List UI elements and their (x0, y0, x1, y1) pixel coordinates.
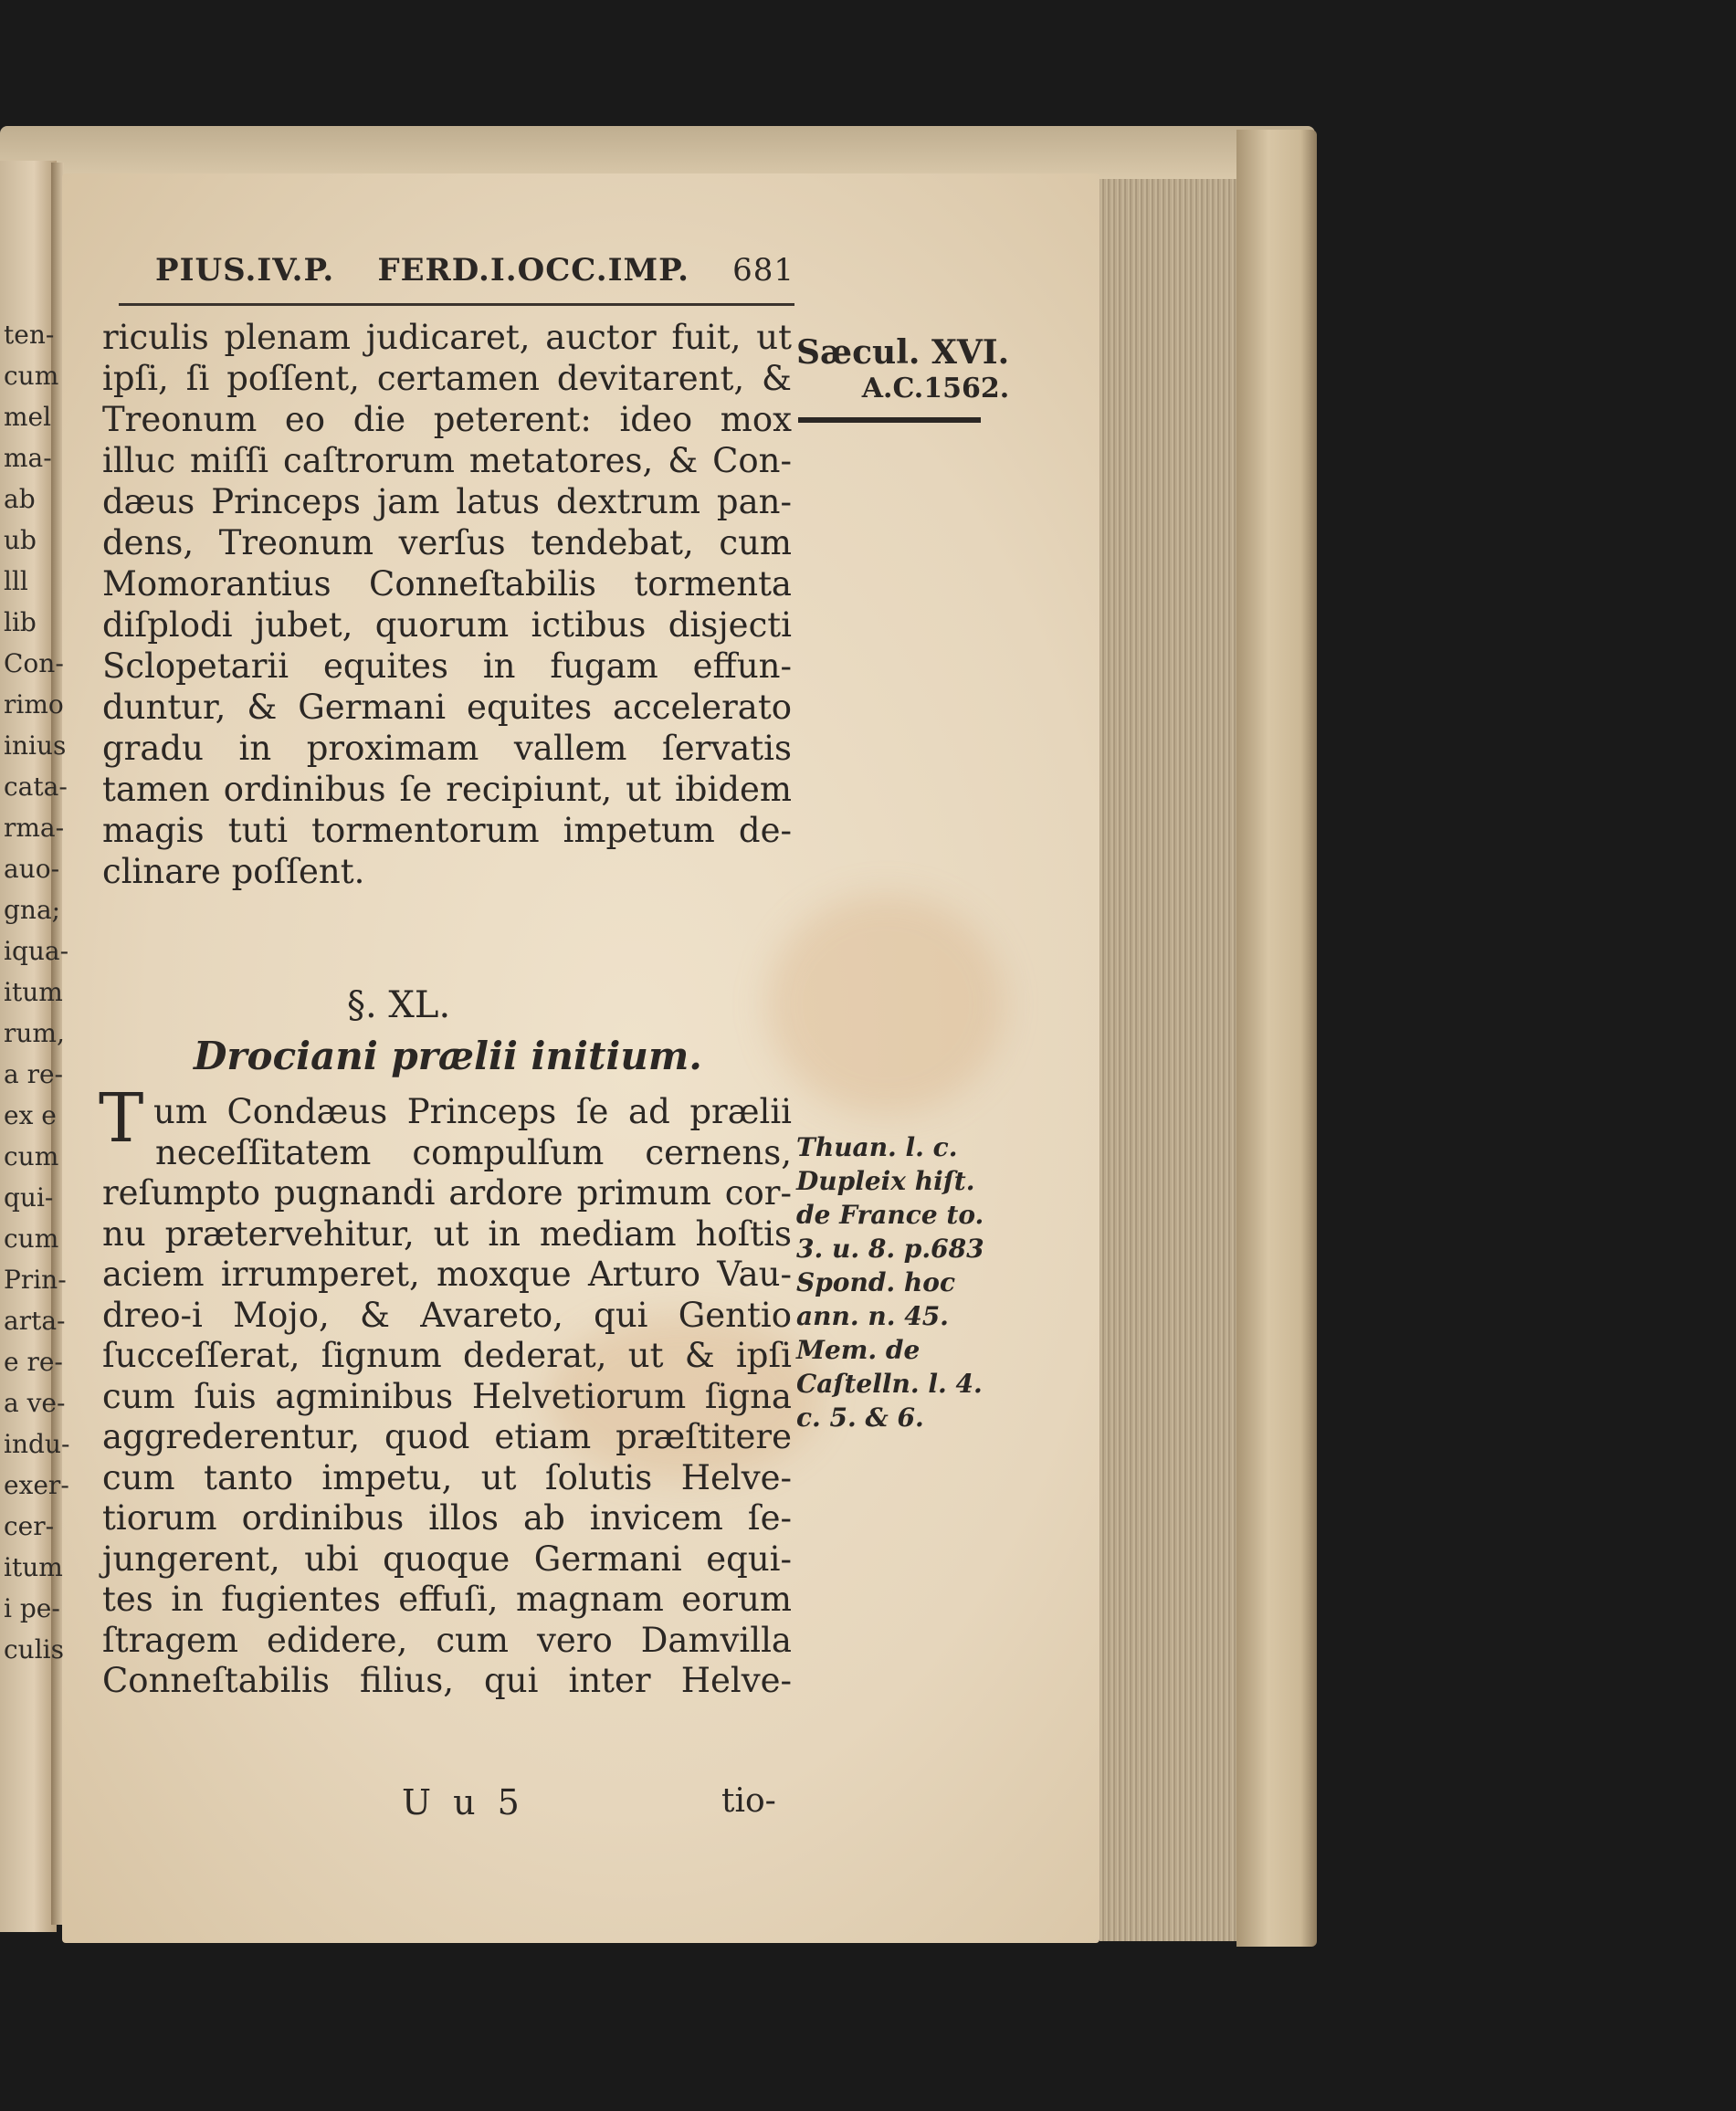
left-page-fragment: cum (4, 1224, 59, 1254)
margin-century: Sæcul. XVI. (796, 333, 1010, 372)
water-stain (767, 895, 1005, 1114)
body-line: jungerent, ubi quoque Germani equi- (102, 1539, 792, 1579)
margin-note-line: c. 5. & 6. (796, 1402, 924, 1433)
left-page-fragment: rimo (4, 689, 64, 719)
left-page-fragment: cum (4, 361, 59, 391)
body-line: tamen ordinibus ſe recipiunt, ut ibidem (102, 770, 792, 809)
body-line: Treonum eo die peterent: ideo mox (102, 400, 792, 439)
body-line: riculis plenam judicaret, auctor fuit, ut (102, 318, 792, 357)
left-page-fragment: itum (4, 1552, 63, 1582)
margin-rule (798, 417, 981, 423)
left-page-fragment: iqua- (4, 936, 69, 966)
drop-capital: T (99, 1079, 144, 1158)
body-line: dens, Treonum verſus tendebat, cum (102, 523, 792, 562)
margin-note-line: 3. u. 8. p.683 (796, 1234, 984, 1264)
body-line: reſumpto pugnandi ardore primum cor- (102, 1173, 792, 1213)
left-page-fragment: exer- (4, 1470, 69, 1500)
left-page-fragment: cum (4, 1141, 59, 1171)
left-page-fragment: ma- (4, 443, 52, 473)
left-page-fragment: qui- (4, 1182, 54, 1213)
left-page-fragment: rma- (4, 813, 65, 843)
margin-note-line: Spond. hoc (796, 1267, 955, 1297)
margin-note-line: Dupleix hiſt. (796, 1166, 975, 1196)
left-page-fragment: cer- (4, 1511, 55, 1541)
head-rule (119, 303, 794, 306)
left-page-fragment: e re- (4, 1347, 63, 1377)
catchword: tio- (721, 1782, 776, 1820)
body-line: aggrederentur, quod etiam præſtitere (102, 1417, 792, 1456)
margin-note-line: Caſtelln. l. 4. (796, 1369, 983, 1399)
left-page-fragment: a ve- (4, 1388, 66, 1418)
body-line: cum ſuis agminibus Helvetiorum ſigna (102, 1376, 792, 1416)
body-line: diſplodi jubet, quorum ictibus disjecti (102, 605, 792, 645)
body-line: nu prætervehitur, ut in mediam hoſtis (102, 1213, 792, 1254)
page-block-edge (1099, 179, 1236, 1941)
left-page-fragment: gna; (4, 895, 61, 925)
running-head (155, 252, 794, 289)
book-top-edge (0, 126, 1315, 179)
section-title: Drociani prælii initium. (194, 1034, 702, 1078)
body-line: gradu in proximam vallem ſervatis (102, 729, 792, 768)
margin-head (796, 334, 1009, 407)
body-line: illuc miſſi caſtrorum metatores, & Con- (102, 441, 792, 480)
left-page-fragment: inius (4, 730, 67, 761)
body-line: tiorum ordinibus illos ab invicem ſe- (102, 1498, 792, 1538)
body-line: magis tuti tormentorum impetum de- (102, 811, 792, 850)
left-page-fragment: auo- (4, 854, 60, 884)
body-line: dæus Princeps jam latus dextrum pan- (102, 482, 792, 521)
margin-note-line: Thuan. l. c. (796, 1132, 958, 1162)
left-page-fragment: lib (4, 607, 37, 637)
left-page-fragment: mel (4, 402, 52, 432)
left-page-fragment: lll (4, 566, 28, 596)
body-line: cum tanto impetu, ut ſolutis Helve- (102, 1457, 792, 1497)
left-page-fragment: arta- (4, 1306, 66, 1336)
margin-note-line: de France to. (796, 1200, 984, 1230)
body-line: ſtragem edidere, cum vero Damvilla (102, 1620, 792, 1660)
left-page-fragment: indu- (4, 1429, 70, 1459)
section-number: §. XL. (347, 984, 451, 1026)
running-head-pope: PIUS.IV.P. (155, 252, 335, 289)
signature-mark: U u 5 (402, 1782, 525, 1822)
book-cover (1236, 130, 1317, 1947)
left-page-fragment: itum (4, 977, 63, 1007)
left-page-fragment: culis (4, 1634, 64, 1665)
left-page-fragment: Prin- (4, 1265, 67, 1295)
left-page-fragment: ub (4, 525, 37, 555)
running-head-emperor: FERD.I.OCC.IMP. (377, 252, 689, 289)
body-line: ſucceſſerat, ſignum dederat, ut & ipſi (102, 1336, 792, 1375)
body-line: Sclopetarii equites in fugam effun- (102, 646, 792, 686)
body-line: Momorantius Conneſtabilis tormenta (102, 564, 792, 604)
left-page-fragment: cata- (4, 772, 68, 802)
left-page-fragment: ex e (4, 1100, 57, 1130)
body-line: Conneſtabilis filius, qui inter Helve- (102, 1661, 792, 1700)
left-page-fragment: a re- (4, 1059, 64, 1089)
margin-year: A.C.1562. (861, 373, 1010, 404)
page-number: 681 (732, 252, 794, 289)
margin-note-line: ann. n. 45. (796, 1301, 949, 1331)
body-line: aciem irrumperet, moxque Arturo Vau- (102, 1255, 792, 1294)
left-page-fragment: rum, (4, 1018, 65, 1048)
body-line: um Condæus Princeps ſe ad prælii (153, 1092, 792, 1131)
left-page-fragment: ab (4, 484, 36, 514)
body-line: duntur, & Germani equites accelerato (102, 688, 792, 727)
left-page-fragment: ten- (4, 320, 55, 350)
body-line: neceſſitatem compulſum cernens, (155, 1132, 792, 1172)
body-line: tes in fugientes effuſi, magnam eorum (102, 1580, 792, 1619)
body-line: clinare poſſent. (102, 852, 365, 891)
margin-note-line: Mem. de (796, 1335, 921, 1365)
body-line: dreo-i Mojo, & Avareto, qui Gentio (102, 1295, 792, 1335)
left-page-fragment: Con- (4, 648, 64, 678)
left-page-fragment: i pe- (4, 1593, 60, 1623)
body-line: ipſi, ſi poſſent, certamen devitarent, & (102, 359, 792, 398)
